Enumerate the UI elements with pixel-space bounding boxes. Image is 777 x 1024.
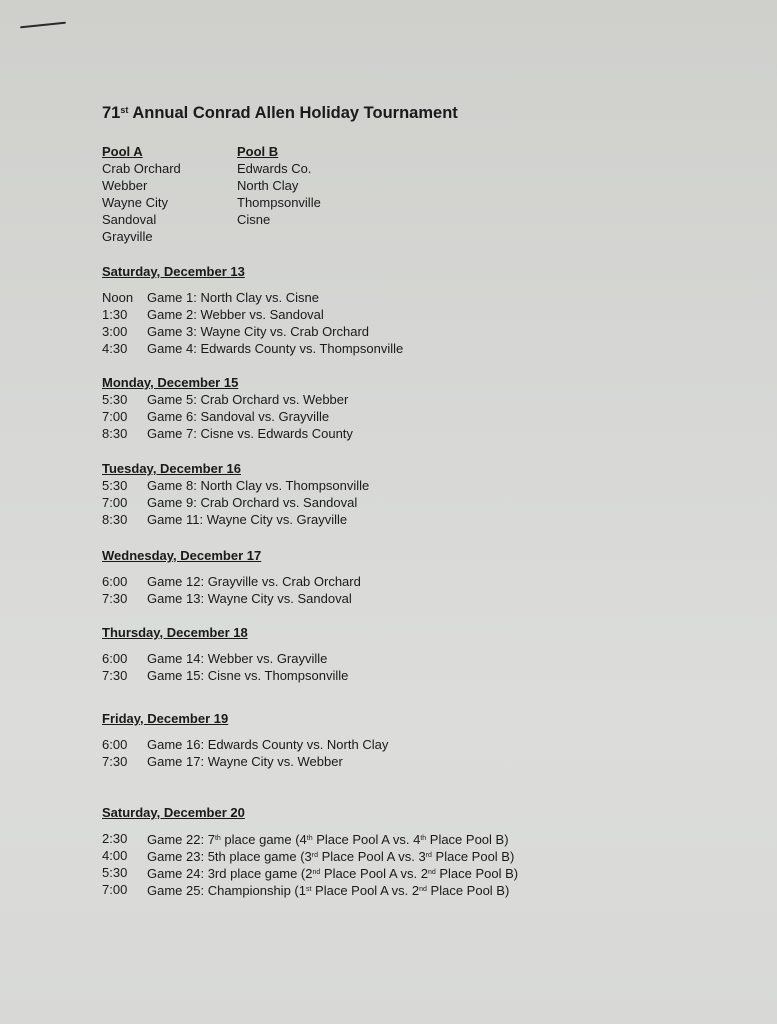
game-time: 7:00 — [102, 495, 128, 510]
game-description: Game 15: Cisne vs. Thompsonville — [147, 668, 349, 683]
day-heading: Tuesday, December 16 — [102, 461, 241, 476]
game-description: Game 11: Wayne City vs. Grayville — [147, 512, 348, 527]
pool-team: Thompsonville — [237, 195, 321, 210]
game-list — [102, 289, 404, 357]
pool-a — [102, 143, 181, 245]
title-number: 71 — [102, 104, 121, 122]
game-time: 8:30 — [102, 426, 128, 441]
day-heading: Monday, December 15 — [102, 375, 239, 390]
game-description: Game 12: Grayville vs. Crab Orchard — [147, 574, 361, 589]
game-row — [102, 573, 361, 590]
pool-a-heading: Pool A — [102, 144, 143, 159]
game-row — [102, 736, 389, 753]
pool-team: Wayne City — [102, 195, 168, 210]
game-list — [102, 736, 389, 770]
game-description: Game 4: Edwards County vs. Thompsonville — [147, 341, 404, 356]
game-row — [102, 511, 348, 528]
title-text: Annual Conrad Allen Holiday Tournament — [128, 104, 458, 122]
game-description: Game 16: Edwards County vs. North Clay — [147, 737, 389, 752]
game-list — [102, 391, 353, 442]
game-row — [102, 881, 510, 898]
game-description: Game 8: North Clay vs. Thompsonville — [147, 478, 370, 493]
day-heading: Friday, December 19 — [102, 711, 229, 726]
pool-team: Cisne — [237, 212, 271, 227]
game-time: 7:30 — [102, 591, 128, 606]
game-row — [102, 306, 324, 323]
game-time: 6:00 — [102, 574, 128, 589]
game-description: Game 1: North Clay vs. Cisne — [147, 290, 319, 305]
game-description: Game 23: 5th place game (3rd Place Pool A vs. 3rd Place Pool B) — [147, 849, 515, 864]
game-description: Game 25: Championship (1st Place Pool A vs. 2nd Place Pool B) — [147, 883, 510, 898]
game-description: Game 13: Wayne City vs. Sandoval — [147, 591, 352, 606]
game-description: Game 2: Webber vs. Sandoval — [147, 307, 324, 322]
pool-team: Grayville — [102, 229, 153, 244]
game-row — [102, 494, 358, 511]
game-row — [102, 847, 515, 864]
ordinal-suffix: nd — [419, 886, 427, 893]
game-description: Game 22: 7th place game (4th Place Pool A vs. 4th Place Pool B) — [147, 832, 509, 847]
game-time: 3:00 — [102, 324, 128, 339]
game-row — [102, 340, 404, 357]
game-time: 5:30 — [102, 865, 128, 880]
game-row — [102, 391, 349, 408]
ordinal-suffix: th — [306, 835, 313, 842]
game-description: Game 17: Wayne City vs. Webber — [147, 754, 343, 769]
game-time: 2:30 — [102, 831, 128, 846]
game-time: 7:00 — [102, 409, 128, 424]
day-section — [102, 263, 404, 357]
game-description: Game 7: Cisne vs. Edwards County — [147, 426, 353, 441]
game-description: Game 6: Sandoval vs. Grayville — [147, 409, 330, 424]
pen-mark — [20, 22, 66, 29]
ordinal-suffix: th — [420, 835, 427, 842]
game-time: 5:30 — [102, 478, 128, 493]
ordinal-suffix: nd — [427, 869, 436, 876]
day-section — [102, 460, 370, 528]
game-description: Game 24: 3rd place game (2nd Place Pool A vs. 2nd Place Pool B) — [147, 866, 519, 881]
game-description: Game 3: Wayne City vs. Crab Orchard — [147, 324, 370, 339]
game-row — [102, 590, 352, 607]
day-section — [102, 804, 519, 898]
day-section — [102, 374, 353, 442]
title-ordinal: st — [120, 105, 129, 115]
game-row — [102, 753, 343, 770]
game-time: 6:00 — [102, 651, 128, 666]
day-section — [102, 710, 389, 770]
game-time: 6:00 — [102, 737, 128, 752]
game-description: Game 9: Crab Orchard vs. Sandoval — [147, 495, 358, 510]
game-time: 7:30 — [102, 754, 128, 769]
game-description: Game 14: Webber vs. Grayville — [147, 651, 328, 666]
day-heading: Wednesday, December 17 — [102, 548, 262, 563]
game-list — [102, 477, 370, 528]
game-row — [102, 323, 370, 340]
ordinal-suffix: st — [305, 886, 312, 893]
pool-team: Webber — [102, 178, 148, 193]
game-time: 7:30 — [102, 668, 128, 683]
game-list — [102, 830, 519, 898]
game-time: 7:00 — [102, 882, 128, 897]
pool-b-heading: Pool B — [237, 144, 279, 159]
pool-team: Edwards Co. — [237, 161, 312, 176]
game-time: 8:30 — [102, 512, 128, 527]
game-time: 5:30 — [102, 392, 128, 407]
pool-team: North Clay — [237, 178, 299, 193]
game-row — [102, 289, 319, 306]
game-time: Noon — [102, 290, 134, 305]
pool-team: Crab Orchard — [102, 161, 181, 176]
game-row — [102, 650, 328, 667]
game-list — [102, 650, 349, 684]
game-row — [102, 864, 519, 881]
ordinal-suffix: rd — [425, 852, 432, 859]
day-heading: Thursday, December 18 — [102, 625, 248, 640]
game-row — [102, 667, 349, 684]
pool-b — [237, 143, 321, 228]
day-section — [102, 547, 361, 607]
game-row — [102, 830, 509, 847]
game-row — [102, 425, 353, 442]
game-time: 1:30 — [102, 307, 128, 322]
game-time: 4:30 — [102, 341, 128, 356]
ordinal-suffix: nd — [312, 869, 321, 876]
day-heading: Saturday, December 13 — [102, 264, 245, 279]
game-description: Game 5: Crab Orchard vs. Webber — [147, 392, 349, 407]
ordinal-suffix: rd — [311, 852, 318, 859]
ordinal-suffix: th — [214, 835, 221, 842]
day-heading: Saturday, December 20 — [102, 805, 245, 820]
game-row — [102, 408, 330, 425]
game-row — [102, 477, 370, 494]
page-title — [102, 104, 458, 123]
pool-team: Sandoval — [102, 212, 157, 227]
game-time: 4:00 — [102, 848, 128, 863]
day-section — [102, 624, 349, 684]
game-list — [102, 573, 361, 607]
